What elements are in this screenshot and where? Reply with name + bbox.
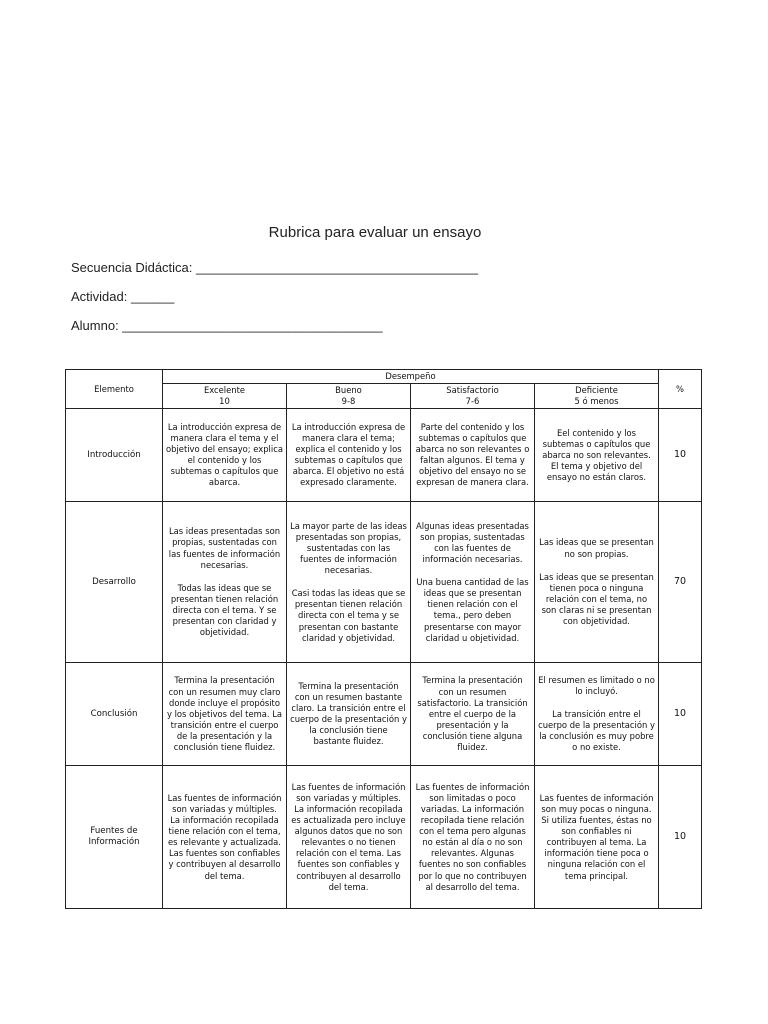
cell-bueno: Las fuentes de información son variadas y múltiples. La información recopilada es actualizada pero incluye algunos datos que no son relevantes o no tienen relación con el tema. Las fuentes son confiables y contribuyen al desarrollo del tema.: [287, 766, 411, 909]
cell-percent: 10: [659, 409, 702, 502]
cell-paragraph: Algunas ideas presentadas son propias, sustentadas con las fuentes de información necesarias.: [416, 520, 529, 565]
level-name: Bueno: [335, 385, 362, 396]
cell-percent: 10: [659, 766, 702, 909]
cell-satisfactorio: Las fuentes de información son limitadas o poco variadas. La información recopilada tiene relación con el tema pero algunas no están al día o no son relevantes. Algunas fuentes no son confiables por lo que no contribuyen al desarrollo del tema.: [411, 766, 535, 909]
level-score: 9-8: [341, 396, 356, 407]
level-deficiente: [535, 384, 659, 409]
cell-excelente: La introducción expresa de manera clara el tema y el objetivo del ensayo; explica el contenido y los subtemas o capítulos que abarca.: [163, 409, 287, 502]
row-label: Fuentes de Información: [66, 766, 163, 909]
cell-deficiente: Eel contenido y los subtemas o capítulos que abarca no son relevantes. El tema y objetivo del ensayo no están claros.: [535, 409, 659, 502]
cell-paragraph: La transición entre el cuerpo de la presentación y la conclusión es muy pobre o no existe.: [538, 709, 655, 753]
rubric-table: [65, 369, 702, 909]
cell-excelente: [163, 502, 287, 663]
level-score: 5 ó menos: [574, 396, 619, 407]
level-score: 7-6: [465, 396, 480, 407]
level-bueno: [287, 384, 411, 409]
cell-satisfactorio: [411, 502, 535, 663]
cell-paragraph: Todas las ideas que se presentan tienen relación directa con el tema. Y se presentan con claridad y objetividad.: [170, 582, 279, 638]
cell-percent: 70: [659, 502, 702, 663]
table-row-desarrollo: [66, 502, 702, 663]
row-label: Introducción: [66, 409, 163, 502]
cell-deficiente: [535, 663, 659, 766]
level-name: Satisfactorio: [446, 385, 499, 396]
table-row-fuentes: [66, 766, 702, 909]
cell-bueno: [287, 502, 411, 663]
cell-bueno: La introducción expresa de manera clara el tema; explica el contenido y los subtemas o capítulos que abarca. El objetivo no está expresado claramente.: [287, 409, 411, 502]
secuencia-didactica-field: Secuencia Didáctica: _______________________________________: [71, 260, 478, 275]
cell-satisfactorio: Parte del contenido y los subtemas o capítulos que abarca no son relevantes o faltan algunos. El tema y objetivo del ensayo no se expresan de manera clara.: [411, 409, 535, 502]
actividad-field: Actividad: ______: [71, 289, 175, 304]
cell-paragraph: Las ideas que se presentan tienen poca o ninguna relación con el tema, no son claras ni se presentan con objetividad.: [539, 571, 654, 627]
alumno-field: Alumno: ____________________________________: [71, 318, 383, 333]
cell-deficiente: [535, 502, 659, 663]
header-elemento: Elemento: [66, 370, 163, 409]
cell-deficiente: Las fuentes de información son muy pocas o ninguna. Si utiliza fuentes, éstas no son confiables ni contribuyen al tema. La información tiene poca o ninguna relación con el tema principal.: [535, 766, 659, 909]
cell-satisfactorio: Termina la presentación con un resumen satisfactorio. La transición entre el cuerpo de la presentación y la conclusión tiene alguna fluidez.: [411, 663, 535, 766]
level-name: Deficiente: [575, 385, 618, 396]
level-name: Excelente: [203, 385, 246, 396]
header-percent: %: [659, 370, 702, 409]
cell-bueno: Termina la presentación con un resumen bastante claro. La transición entre el cuerpo de la presentación y la conclusión tiene bastante fluidez.: [287, 663, 411, 766]
table-row-introduccion: [66, 409, 702, 502]
cell-paragraph: Casi todas las ideas que se presentan tienen relación directa con el tema y se presentan con bastante claridad y objetividad.: [291, 588, 406, 643]
cell-excelente: Las fuentes de información son variadas y múltiples. La información recopilada tiene relación con el tema, es relevante y actualizada. Las fuentes son confiables y contribuyen al desarrollo del tema.: [163, 766, 287, 909]
level-excelente: [163, 384, 287, 409]
document-title: Rubrica para evaluar un ensayo: [268, 224, 482, 241]
table-row-conclusion: [66, 663, 702, 766]
cell-paragraph: Las ideas presentadas son propias, sustentadas con las fuentes de información necesarias.: [168, 526, 281, 570]
cell-paragraph: Las ideas que se presentan no son propias.: [539, 537, 654, 559]
row-label: Conclusión: [66, 663, 163, 766]
table-header-row: [66, 370, 702, 384]
cell-paragraph: Una buena cantidad de las ideas que se presentan tienen relación con el tema., pero deben presentarse con mayor claridad u objetividad.: [416, 577, 529, 643]
header-desempeno: Desempeño: [163, 370, 659, 384]
level-score: 10: [219, 396, 230, 407]
cell-paragraph: La mayor parte de las ideas presentadas son propias, sustentadas con las fuentes de información necesarias.: [290, 520, 407, 576]
level-satisfactorio: [411, 384, 535, 409]
cell-excelente: Termina la presentación con un resumen muy claro donde incluye el propósito y los objetivos del tema. La transición entre el cuerpo de la presentación y la conclusión tiene fluidez.: [163, 663, 287, 766]
row-label: Desarrollo: [66, 502, 163, 663]
cell-percent: 10: [659, 663, 702, 766]
cell-paragraph: El resumen es limitado o no lo incluyó.: [538, 675, 655, 697]
